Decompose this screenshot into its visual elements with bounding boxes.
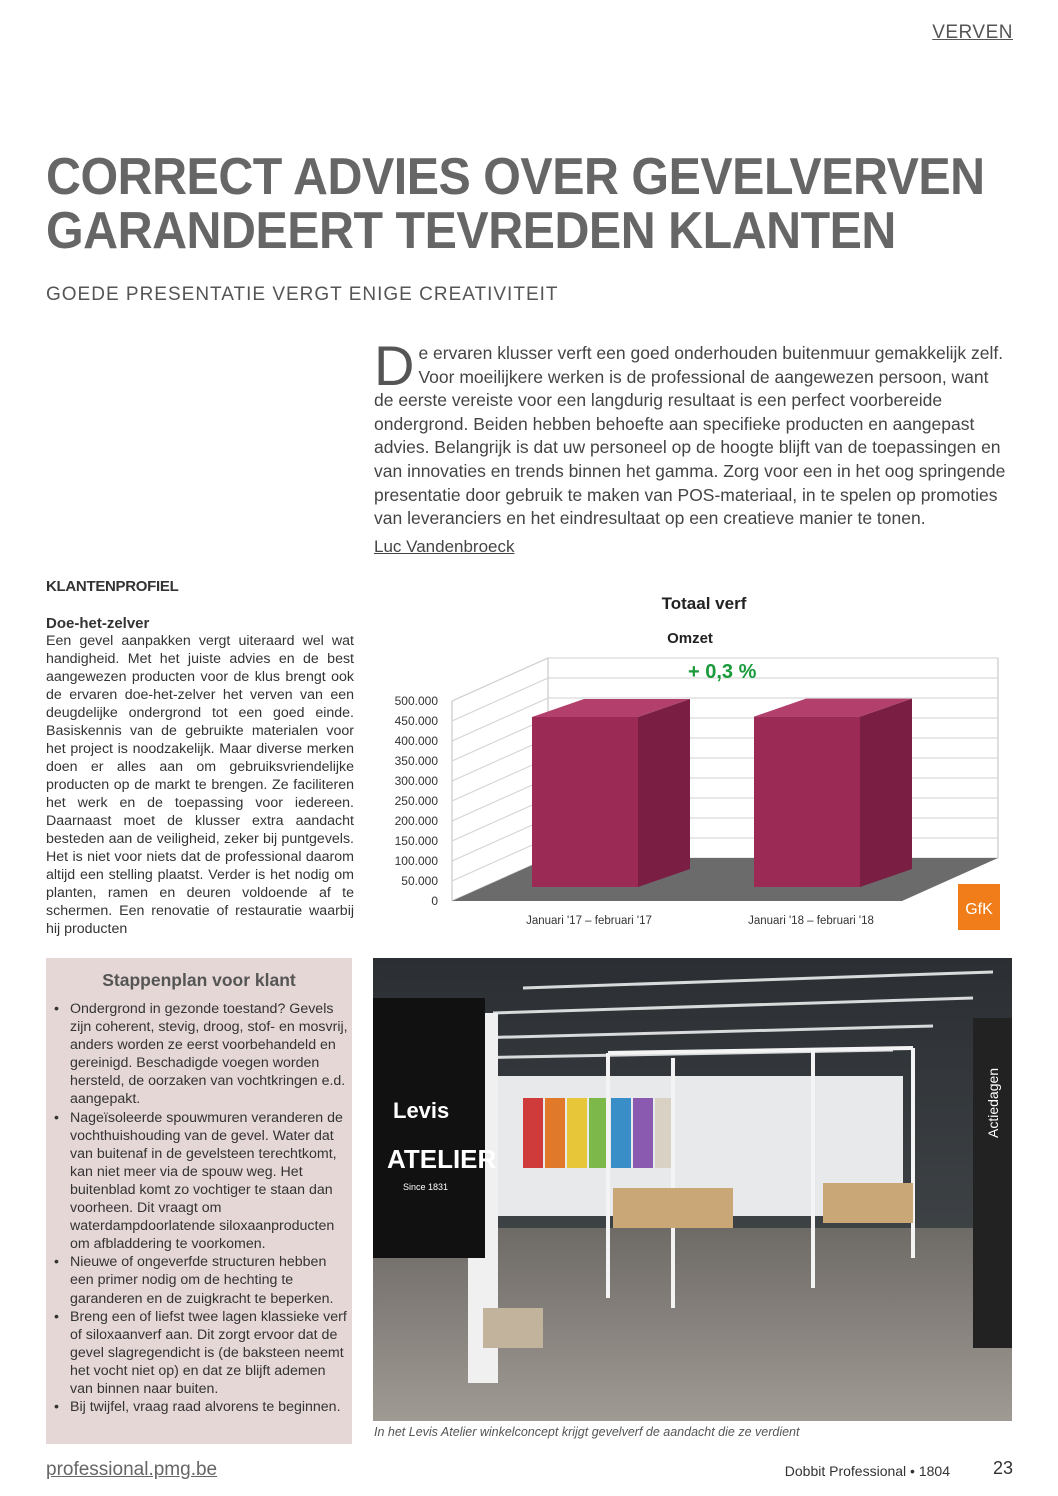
- chart-gridline-side: [452, 678, 548, 721]
- bullet: •: [54, 1399, 59, 1416]
- list-item: • Nageïsoleerde spouwmuren veranderen de vochthuishouding van de gevel. Water dat van buitenaf in de gevelsteen terechtkomt, kan niet meer via de spouw weg. Het buitenblad komt zo vochtiger te staan dan voorheen. Dit vraagt om waterdampdoorlatende siloxaanproducten om afbladdering te voorkomen.: [54, 1109, 343, 1253]
- chart-y-tick-label: 150.000: [394, 834, 438, 848]
- chart-y-tick-label: 450.000: [394, 714, 438, 728]
- list-item: • Ondergrond in gezonde toestand? Gevels zijn coherent, stevig, droog, stof- en mosvrij, anders worden ze eerst voorbehandeld en gereinigd. Beschadigde voegen worden hersteld, de oorzaken van vochtkringen e.d. aangepakt.: [54, 1001, 348, 1108]
- store-photo-illustration: [373, 958, 1012, 1421]
- chart-x-tick-label: Januari '17 – februari '17: [526, 915, 652, 927]
- diy-heading: Doe-het-zelver: [46, 615, 150, 632]
- chart-y-tick-label: 50.000: [401, 874, 438, 888]
- chart-bar-side: [860, 699, 912, 887]
- list-item: • Breng een of liefst twee lagen klassieke verf of siloxaanverf aan. Dit zorgt ervoor dat de gevel slagregendicht is (de baksteen neemt het vocht niet op) en dat ze blijft ademen van binnen naar buiten.: [54, 1308, 347, 1397]
- bullet: •: [54, 1001, 59, 1017]
- author-name: Luc Vandenbroeck: [374, 537, 515, 556]
- chart-annotation: + 0,3 %: [688, 661, 757, 683]
- title-line-2: GARANDEERT TEVREDEN KLANTEN: [46, 202, 896, 260]
- side-panel: [973, 1018, 1012, 1348]
- chart-y-tick-label: 300.000: [394, 774, 438, 788]
- banner-brand: Levis: [393, 1098, 450, 1123]
- stappenplan-box: [46, 958, 352, 1444]
- diy-body-text: Een gevel aanpakken vergt uiteraard wel wat handigheid. Met het juiste advies en de best aangewezen producten voor de klus brengt ook de ervaren doe-het-zelver het verven van een deugdelijke ondergrond tot een goed einde. Basiskennis van de gebruikte materialen voor het project is noodzakelijk. Maar diverse merken doen er alles aan om gebruiksvriendelijke producten op de markt te brengen. Ze faciliteren het werk en de toepassing voor iedereen. Daarnaast moet de klusser extra aandacht besteden aan de veiligheid, zeker bij puntgevels. Het is niet voor niets dat de professional daarom altijd een stelling plaatst. Verder is het nodig om planten, ramen en deuren voldoende af te schermen. Een renovatie of restauratie waarbij hij producten: [46, 633, 354, 937]
- article-subtitle: GOEDE PRESENTATIE VERGT ENIGE CREATIVITEIT: [46, 284, 559, 305]
- page-number: 23: [992, 1458, 1013, 1478]
- levis-banner: [373, 998, 485, 1258]
- chart-y-tick-label: 0: [431, 894, 438, 908]
- paint-shelves: [523, 1098, 675, 1168]
- photo-caption: In het Levis Atelier winkelconcept krijgt gevelverf de aandacht die ze verdient: [374, 1425, 800, 1439]
- revenue-chart: [372, 588, 1012, 940]
- chart-bar-side: [638, 699, 690, 887]
- chart-bar: [754, 717, 860, 887]
- bullet: •: [54, 1254, 59, 1271]
- chart-y-tick-label: 400.000: [394, 734, 438, 748]
- chart-subtitle: Omzet: [667, 630, 713, 647]
- stappenplan-list: [54, 1000, 348, 1416]
- list-item: • Bij twijfel, vraag raad alvorens te beginnen.: [54, 1399, 341, 1416]
- chart-y-tick-label: 250.000: [394, 794, 438, 808]
- bullet: •: [54, 1109, 59, 1126]
- footer-url[interactable]: professional.pmg.be: [46, 1459, 218, 1480]
- chart-y-tick-label: 350.000: [394, 754, 438, 768]
- article-title: [46, 148, 985, 260]
- counter-left: [613, 1188, 733, 1228]
- chart-x-tick-label: Januari '18 – februari '18: [748, 915, 874, 927]
- chart-bar: [532, 717, 638, 887]
- title-line-1: CORRECT ADVIES OVER GEVELVERVEN: [46, 148, 985, 206]
- footer-magazine: Dobbit Professional • 1804: [784, 1463, 950, 1479]
- banner-atelier: ATELIER: [387, 1144, 497, 1174]
- intro-paragraph: [374, 334, 1010, 531]
- intro-text: e ervaren klusser verft een goed onderhouden buitenmuur gemakkelijk zelf. Voor moeilijkere werken is de professional de aangewezen persoon, want de eerste vereiste voor een langdurig resultaat is een perfect voorbereide ondergrond. Beiden hebben behoefte aan specifieke producten en aangepast advies. Belangrijk is dat uw personeel op de hoogte blijft van de toepassingen en van innovaties en trends binnen het gamma. Zorg voor een in het oog springende presentatie door gebruik te maken van POS-materiaal, in te spelen op promoties van leveranciers en het eindresultaat op een creatieve manier te tonen.: [374, 343, 1006, 529]
- chart-y-tick-label: 100.000: [394, 854, 438, 868]
- chart-svg: [372, 588, 1012, 940]
- list-item: • Nieuwe of ongeverfde structuren hebben een primer nodig om de hechting te garanderen en de zuigkracht te beperken.: [54, 1254, 334, 1307]
- gfk-logo-text: GfK: [965, 901, 993, 918]
- floor-tile: [483, 1308, 543, 1348]
- banner-since: Since 1831: [403, 1182, 449, 1192]
- profile-heading: KLANTENPROFIEL: [46, 578, 179, 595]
- section-tag: VERVEN: [932, 22, 1013, 43]
- chart-y-tick-label: 500.000: [394, 694, 438, 708]
- chart-y-tick-label: 200.000: [394, 814, 438, 828]
- bullet: •: [54, 1308, 59, 1325]
- side-panel-text: Actiedagen: [985, 1067, 1001, 1138]
- stappenplan-title: Stappenplan voor klant: [102, 970, 296, 990]
- chart-title: Totaal verf: [661, 594, 747, 613]
- counter-right: [823, 1183, 913, 1223]
- chart-gridline-side: [452, 658, 548, 701]
- store-photo: [373, 958, 1012, 1421]
- drop-cap: D: [374, 334, 415, 397]
